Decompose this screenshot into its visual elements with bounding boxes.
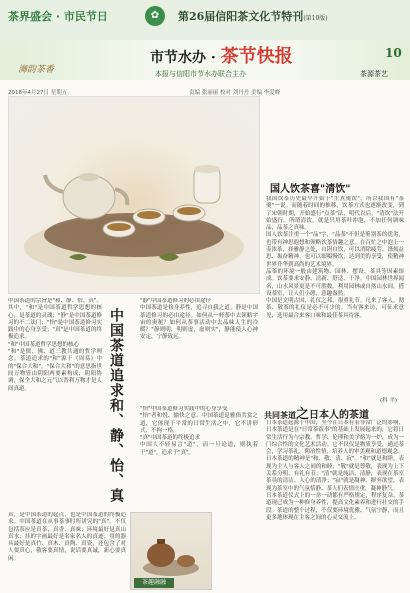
article1-col2: "静"中国茶道修习的必由途径 中国茶道是修身养性，追寻自我之道。静是中国茶道修习的必由途径。如何从一杯茶中去领略宇宙的奥秘？如何从茶事活动中去品味人生的冷暖？"静则明，明则虚，虚则实"，静能使人心神安定，宁静致远。 <box>140 298 258 341</box>
article3-body: 日本茶道起源于中国，至今在日本有着非常广泛的影响，日本茶道是在"日常茶饭事"的基础上发展起来的，它将日常生活行为与宗教、哲学、伦理和美学熔为一炉，成为一门综合性的文化艺术活动。它不仅仅是物质享受，通过茶会，学习茶礼，陶冶性情，培养人的审美观和道德观念。 日本茶道的精神是"和、敬、清、寂"。"和"就是和睦，表现为主人与客人之间的和睦；"敬"就是尊敬，表现为上下关系分明，有礼有节；"清"就是纯洁、清静，表现在茶室茶具的清洁、人心的清净；"寂"就是凝神、摒弃欲望，表现为茶室中的气氛恬静、茶人们表情庄重，凝神静气。 日本茶道仪式上的一举一动都有严格规定，程序复杂。茶道现已成为一种修身养性，提高文化素养和进行社交的手段。茶道的整个过程，不仅要环境优雅、气氛宁静，而且更多地体现在主客之间的心灵交流上。 <box>266 420 404 521</box>
article2-body: 我国饮茶历史最早开始于"生煮羹饮"，所以我国有"茶羹"一说。而随着时间的推移，饮茶方式也逐渐改变，到了宋朝时期，开始盛行"点茶"法，明代以后，"清饮"法开始盛行。所谓清饮，就是只用茶叶冲泡，不加任何调味品，品茶之真味。 国人饮茶注重一个"品"字，"品茶"不但是鉴别茶的优劣，也带有神思遐想和领略饮茶情趣之意。在百忙之中泡上一壶浓茶，择雅静之处，自斟自饮，可以消除疲劳、涤烦益思、振奋精神，也可以细啜慢饮，达到美的享受，使精神世界升华到高尚的艺术境界。 品茶的环境一般由建筑物、园林、摆设、茶具等因素组成。饮茶要求安静、清新、舒适、干净。中国园林世界闻名，山水风景更是不可胜数。利用园林或自然山水间，搭设茶室，让人们小憩，意趣盎然。 中国是文明古国，礼仪之邦，很重礼节。凡来了客人，沏茶、敬茶的礼仪是必不可少的。当有客来访，可征求意见，选用最合来客口味和最佳茶具待客。 <box>266 196 404 319</box>
article3-title: 共同茶道之日本人的茶道 <box>264 407 370 422</box>
article1-title: 中国茶道追求和、静、怡、真 <box>108 308 124 503</box>
header-subtitle: 本报与信阳市节水办联合主办 <box>155 70 246 78</box>
article1-col4: 真，是中国茶道的起点，也是中国茶道的终极追求。中国茶道在从事茶事时所讲究的"真"，不仅包括茶应是真茶、真香、真味；环境最好是真山真水；挂的字画最好是名家名人的真迹；用的器具最好是真竹、真木、真陶、真瓷，还包含了对人要真心，敬客要真情，说话要真诚，新心要真闲。 <box>8 512 126 562</box>
article2-title: 国人饮茶喜"清饮" <box>270 184 351 195</box>
section-label: 茶源茶艺 <box>360 70 388 78</box>
top-banner <box>0 0 410 40</box>
article1-col1: 中国茶道的宗旨是"和、静、怡、真"。其中，"和"是中国茶道哲学思想的核心，是茶道的灵魂；"静"是中国茶道修习的不二法门；"怡"是中国茶道修习实践中的心身享受；"真"是中国茶道的终极追求。 "和"中国茶道哲学思想的核心 "和"是儒、佛、道三教共通的哲学理念。茶道追求的"和"源于《周易》中的"保合大和"。"保合大和"的意思指世间万物皆由阴阳两要素构成，阴阳协调，保全大和之元气以普利万物才是人间真道。 <box>8 298 102 392</box>
leaf-logo-icon: ✿ <box>145 6 165 26</box>
page-header <box>0 40 410 80</box>
header-title: 市节水办 · 茶节快报 <box>150 46 293 67</box>
special-issue-title: 第26届信阳茶文化节特刊(第10版) <box>178 10 328 23</box>
photo-caption-tag: 茶趣融融 <box>134 578 174 588</box>
calligraphy-logo: 浉韵茶香 <box>18 65 55 75</box>
event-slogan: 茶界盛会 · 市民节日 <box>8 10 108 23</box>
article2-author: (科 平) <box>380 398 398 404</box>
issue-meta: 2018年4月27日 星期五 责编 张丽丽 校对 刘丹丹 美编 李爱峰 <box>8 90 281 96</box>
tea-set-photo <box>8 96 260 294</box>
page-number: 10 <box>385 46 402 60</box>
article1-col3: "怡"中国茶道修习实践中的心身享受 "怡"者和悦、愉快之意。中国茶道是雅俗共赏之道，它体现于平常的日常生活之中，它不讲形式，不拘一格。 "真"中国茶道的终极追求 中国人不轻易言"道"，而一旦论道，则执着于"道"，追求于"真"。 <box>140 406 258 456</box>
